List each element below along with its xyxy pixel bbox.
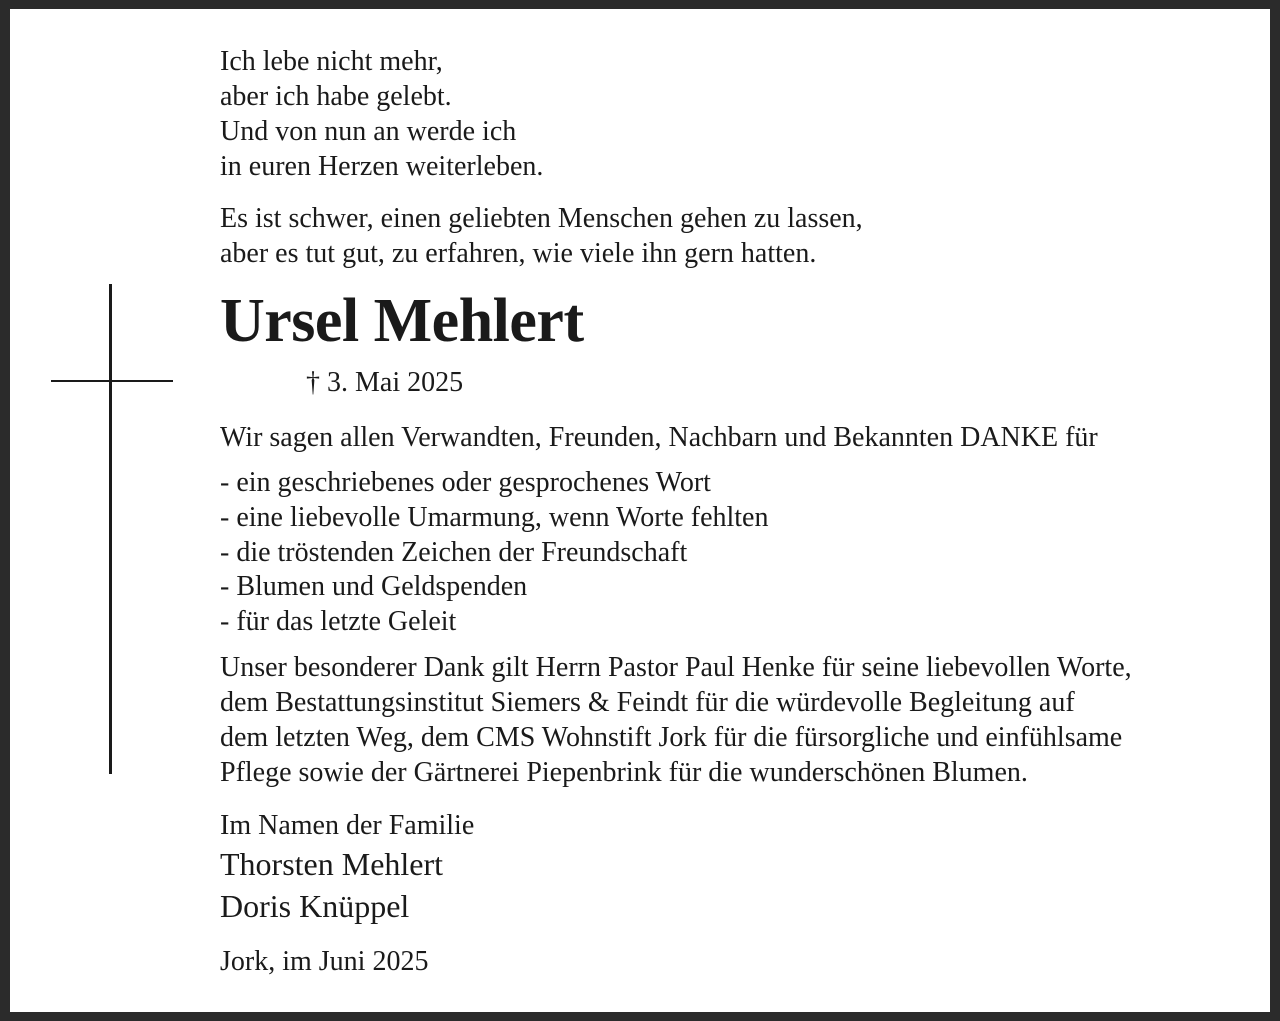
special-thanks-line: Pflege sowie der Gärtnerei Piepenbrink für die wunderschönen Blumen. [220, 757, 1028, 788]
cross-horizontal-bar [51, 380, 173, 382]
thanks-intro: Wir sagen allen Verwandten, Freunden, Nachbarn und Bekannten DANKE für [220, 422, 1098, 453]
poem-line: aber ich habe gelebt. [220, 81, 452, 112]
list-item: - eine liebevolle Umarmung, wenn Worte fehlten [220, 502, 769, 533]
quote-line: aber es tut gut, zu erfahren, wie viele ihn gern hatten. [220, 238, 817, 269]
signature-intro: Im Namen der Familie [220, 810, 475, 841]
poem-line: in euren Herzen weiterleben. [220, 151, 544, 182]
list-item: - ein geschriebenes oder gesprochenes Wort [220, 467, 711, 498]
deceased-name: Ursel Mehlert [220, 287, 584, 355]
signer-name: Thorsten Mehlert [220, 846, 444, 882]
place-date: Jork, im Juni 2025 [220, 946, 429, 977]
special-thanks-line: Unser besonderer Dank gilt Herrn Pastor Paul Henke für seine liebevollen Worte, [220, 652, 1132, 683]
death-date: † 3. Mai 2025 [306, 367, 464, 398]
quote-line: Es ist schwer, einen geliebten Menschen gehen zu lassen, [220, 203, 863, 234]
poem-line: Und von nun an werde ich [220, 116, 517, 147]
list-item: - die tröstenden Zeichen der Freundschaft [220, 537, 688, 568]
special-thanks-line: dem Bestattungsinstitut Siemers & Feindt für die würdevolle Begleitung auf [220, 687, 1075, 718]
cross-vertical-bar [109, 284, 112, 774]
special-thanks-line: dem letzten Weg, dem CMS Wohnstift Jork für die fürsorgliche und einfühlsame [220, 722, 1123, 753]
poem-line: Ich lebe nicht mehr, [220, 46, 443, 77]
list-item: - für das letzte Geleit [220, 606, 457, 637]
list-item: - Blumen und Geldspenden [220, 571, 528, 602]
signer-name: Doris Knüppel [220, 888, 410, 924]
